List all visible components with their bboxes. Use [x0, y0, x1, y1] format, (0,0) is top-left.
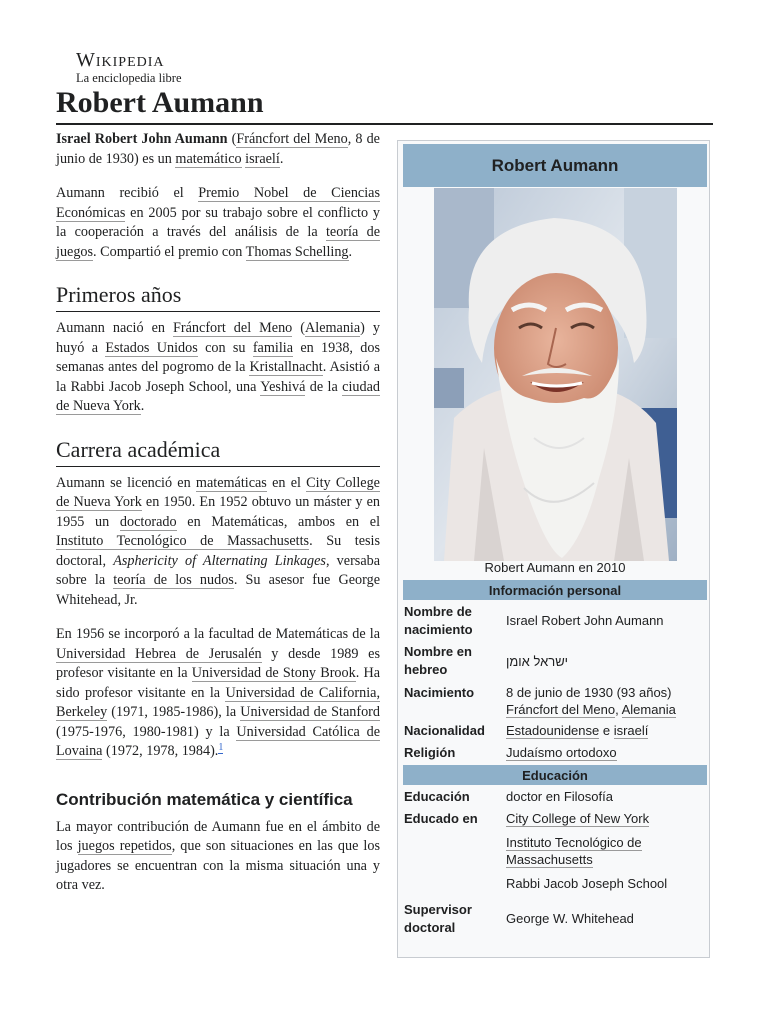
- link-berkeley[interactable]: Universidad de California, Berkeley: [56, 684, 381, 720]
- label-supervisor: Supervisor doctoral: [404, 902, 472, 935]
- link-birthplace[interactable]: Fráncfort del Meno: [236, 131, 348, 147]
- value-educated-at: [506, 810, 706, 892]
- link-louvain[interactable]: Universidad Católica de Lovaina: [56, 723, 380, 759]
- link-germany[interactable]: Alemania: [305, 320, 361, 336]
- value-birth-name: Israel Robert John Aumann: [506, 613, 664, 628]
- link-nobel-prize[interactable]: Premio Nobel de Ciencias Económicas: [56, 185, 380, 221]
- link-nationality[interactable]: israelí: [245, 150, 280, 167]
- label-educated-at: Educado en: [404, 811, 478, 826]
- article-body: [56, 130, 380, 911]
- section-personal-info: Información personal: [403, 580, 707, 600]
- link-game-theory[interactable]: teoría de juegos: [56, 224, 380, 260]
- label-religion: Religión: [404, 745, 456, 760]
- early-years-paragraph: Aumann nació en Fráncfort del Meno (Alemania) y huyó a Estados Unidos con su familia en 1938, dos semanas antes del pogromo de la Kristallnacht. Asistió a la Rabbi Jacob Joseph School, una Yeshivá de la ciudad de Nueva York.: [56, 320, 380, 414]
- label-birth: Nacimiento: [404, 685, 475, 700]
- link-school-ccny[interactable]: City College of New York: [506, 811, 650, 826]
- label-education: Educación: [404, 789, 470, 804]
- link-frankfurt[interactable]: Fráncfort del Meno: [173, 320, 293, 336]
- link-nationality-us[interactable]: Estadounidense: [506, 723, 600, 738]
- link-profession[interactable]: matemático: [175, 150, 242, 167]
- value-birth: 8 de junio de 1930 (93 años) Fráncfort del Meno, Alemania: [506, 684, 706, 718]
- wikipedia-logo[interactable]: [76, 50, 206, 86]
- link-doctorate[interactable]: doctorado: [119, 513, 177, 530]
- link-hebrew-university[interactable]: Universidad Hebrea de Jerusalén: [56, 645, 262, 662]
- infobox: [397, 140, 710, 958]
- label-hebrew-name: Nombre en hebreo: [404, 644, 472, 677]
- link-birth-country[interactable]: Alemania: [621, 702, 676, 717]
- link-family[interactable]: familia: [252, 339, 294, 356]
- link-yeshiva[interactable]: Yeshivá: [260, 378, 306, 395]
- link-knot-theory[interactable]: teoría de los nudos: [113, 572, 234, 588]
- nobel-paragraph: Aumann recibió el Premio Nobel de Ciencias Económicas en 2005 por su trabajo sobre el conflicto y la cooperación a través del análisis de la teoría de juegos. Compartió el premio con Thomas Schelling.: [56, 185, 380, 260]
- subject-name: Israel Robert John Aumann: [56, 131, 228, 147]
- link-mathematics[interactable]: matemáticas: [195, 474, 267, 491]
- page-title: Robert Aumann: [56, 83, 713, 125]
- link-repeated-games[interactable]: juegos repetidos: [77, 838, 172, 854]
- link-religion[interactable]: Judaísmo ortodoxo: [506, 745, 617, 760]
- thesis-title: Asphericity of Alternating Linkages: [113, 552, 326, 569]
- link-mit[interactable]: Instituto Tecnológico de Massachusetts: [56, 533, 310, 549]
- section-education: Educación: [403, 765, 707, 785]
- value-religion: [506, 744, 706, 761]
- value-nationality: Estadounidense e israelí: [506, 723, 649, 738]
- value-hebrew-name: ישראל אומן: [506, 654, 569, 669]
- career-paragraph-2: En 1956 se incorporó a la facultad de Matemáticas de la Universidad Hebrea de Jerusalén y desde 1989 es profesor visitante en la Universidad de Stony Brook. Ha sido profesor visitante en la Universidad de California, Berkeley (1971, 1985-1986), la Universidad de Stanford (1975-1976, 1980-1981) y la Universidad Católica de Lovaina (1972, 1978, 1984).$^1$: [56, 626, 381, 759]
- value-supervisor: George W. Whitehead: [506, 911, 634, 926]
- link-thomas-schelling[interactable]: Thomas Schelling: [245, 243, 349, 260]
- photo-caption: Robert Aumann en 2010: [484, 560, 626, 575]
- link-birth-city[interactable]: Fráncfort del Meno: [506, 702, 616, 717]
- school-rjjs: Rabbi Jacob Joseph School: [506, 876, 668, 891]
- heading-academic-career: Carrera académica: [56, 437, 380, 467]
- value-education: doctor en Filosofía: [506, 789, 613, 804]
- portrait-photo[interactable]: [434, 188, 677, 561]
- link-kristallnacht[interactable]: Kristallnacht: [249, 359, 323, 375]
- portrait-illustration: [434, 188, 677, 561]
- reference-1[interactable]: 1: [218, 742, 224, 753]
- intro-paragraph: Israel Robert John Aumann (Fráncfort del Meno, 8 de junio de 1930) es un matemático israelí.: [56, 131, 380, 167]
- birth-date: 8 de junio de 1930 (93 años): [506, 685, 672, 700]
- infobox-title: Robert Aumann: [403, 144, 707, 187]
- career-paragraph-1: Aumann se licenció en matemáticas en el City College de Nueva York en 1950. En 1952 obtuvo un máster y en 1955 un doctorado en Matemáticas, ambos en el Instituto Tecnológico de Massachusetts. Su tesis doctoral, Asphericity of Alternating Linkages, versaba sobre la teoría de los nudos. Su asesor fue George Whitehead, Jr.: [56, 474, 381, 608]
- heading-early-years: Primeros años: [56, 282, 380, 312]
- link-stony-brook[interactable]: Universidad de Stony Brook: [191, 665, 356, 681]
- label-birth-name: Nombre de nacimiento: [404, 604, 473, 637]
- label-nationality: Nacionalidad: [404, 723, 485, 738]
- link-united-states[interactable]: Estados Unidos: [105, 339, 198, 356]
- heading-contribution: Contribución matemática y científica: [56, 789, 353, 809]
- link-school-mit[interactable]: Instituto Tecnológico de Massachusetts: [506, 835, 642, 867]
- logo-tagline: La enciclopedia libre: [76, 71, 182, 85]
- link-city-college[interactable]: City College de Nueva York: [56, 474, 380, 510]
- birth-date-text: 8 de junio de 1930: [56, 131, 380, 167]
- contribution-paragraph: La mayor contribución de Aumann fue en el ámbito de los juegos repetidos, que son situaciones en las que los jugadores se encuentran con la misma situación una y otra vez.: [56, 818, 380, 893]
- link-new-york-city[interactable]: ciudad de Nueva York: [56, 378, 380, 414]
- logo-wordmark: Wikipedia: [76, 49, 165, 71]
- link-nationality-israel[interactable]: israelí: [613, 723, 649, 738]
- link-stanford[interactable]: Universidad de Stanford: [240, 704, 380, 720]
